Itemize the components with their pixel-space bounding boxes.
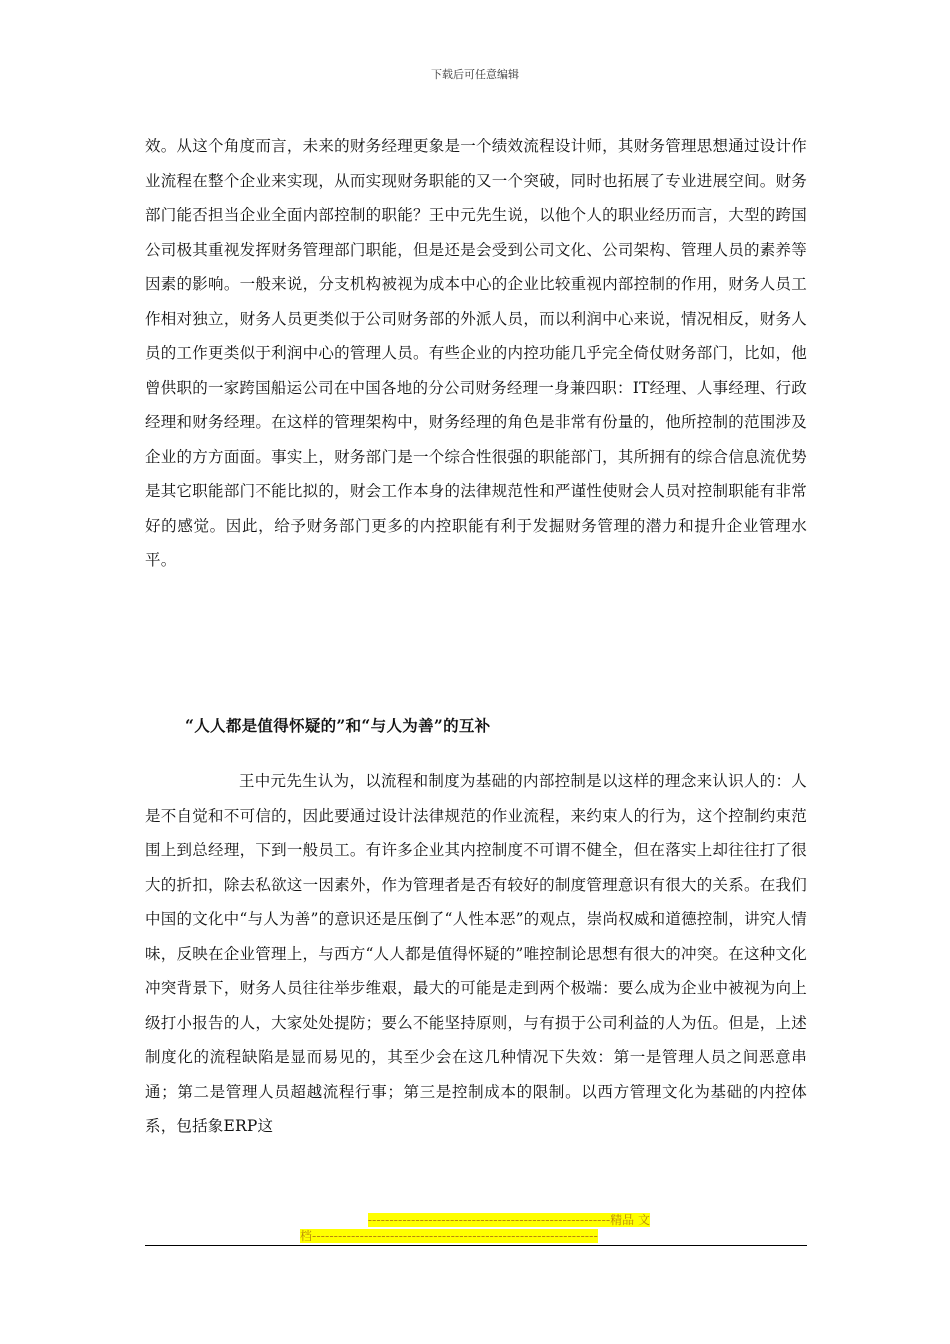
- footer-watermark-line-1: [300, 1212, 650, 1228]
- footer-watermark-text-2: 档------------------------------------------------------------------: [300, 1229, 598, 1243]
- footer-watermark-text-1: --------------------------------------------------------精品 文: [367, 1213, 650, 1227]
- footer-watermark-line-2: [300, 1228, 650, 1244]
- footer-divider: [145, 1245, 807, 1246]
- header-note: 下载后可任意编辑: [431, 68, 519, 81]
- section-heading: “人人都是值得怀疑的”和“与人为善”的互补: [185, 716, 491, 735]
- body-paragraph-2: 王中元先生认为，以流程和制度为基础的内部控制是以这样的理念来认识人的：人是不自觉和不可信的，因此要通过设计法律规范的作业流程，来约束人的行为，这个控制约束范围上到总经理，下到一般员工。有许多企业其内控制度不可谓不健全，但在落实上却往往打了很大的折扣，除去私欲这一因素外，作为管理者是否有较好的制度管理意识有很大的关系。在我们中国的文化中“与人为善”的意识还是压倒了“人性本恶”的观点，崇尚权威和道德控制，讲究人情味，反映在企业管理上，与西方“人人都是值得怀疑的”唯控制论思想有很大的冲突。在这种文化冲突背景下，财务人员往往举步维艰，最大的可能是走到两个极端：要么成为企业中被视为向上级打小报告的人，大家处处提防；要么不能坚持原则，与有损于公司利益的人为伍。但是，上述制度化的流程缺陷是显而易见的，其至少会在这几种情况下失效：第一是管理人员之间恶意串通；第二是管理人员超越流程行事；第三是控制成本的限制。以西方管理文化为基础的内控体系，包括象ERP这: [145, 772, 807, 1135]
- body-paragraph-1: 效。从这个角度而言，未来的财务经理更象是一个绩效流程设计师，其财务管理思想通过设计作业流程在整个企业来实现，从而实现财务职能的又一个突破，同时也拓展了专业进展空间。财务部门能否担当企业全面内部控制的职能？王中元先生说，以他个人的职业经历而言，大型的跨国公司极其重视发挥财务管理部门职能，但是还是会受到公司文化、公司架构、管理人员的素养等因素的影响。一般来说，分支机构被视为成本中心的企业比较重视内部控制的作用，财务人员工作相对独立，财务人员更类似于公司财务部的外派人员，而以利润中心来说，情况相反，财务人员的工作更类似于利润中心的管理人员。有些企业的内控功能几乎完全倚仗财务部门，比如，他曾供职的一家跨国船运公司在中国各地的分公司财务经理一身兼四职：IT经理、人事经理、行政经理和财务经理。在这样的管理架构中，财务经理的角色是非常有份量的，他所控制的范围涉及企业的方方面面。事实上，财务部门是一个综合性很强的职能部门，其所拥有的综合信息流优势是其它职能部门不能比拟的，财会工作本身的法律规范性和严谨性使财会人员对控制职能有非常好的感觉。因此，给予财务部门更多的内控职能有利于发掘财务管理的潜力和提升企业管理水平。: [145, 137, 807, 569]
